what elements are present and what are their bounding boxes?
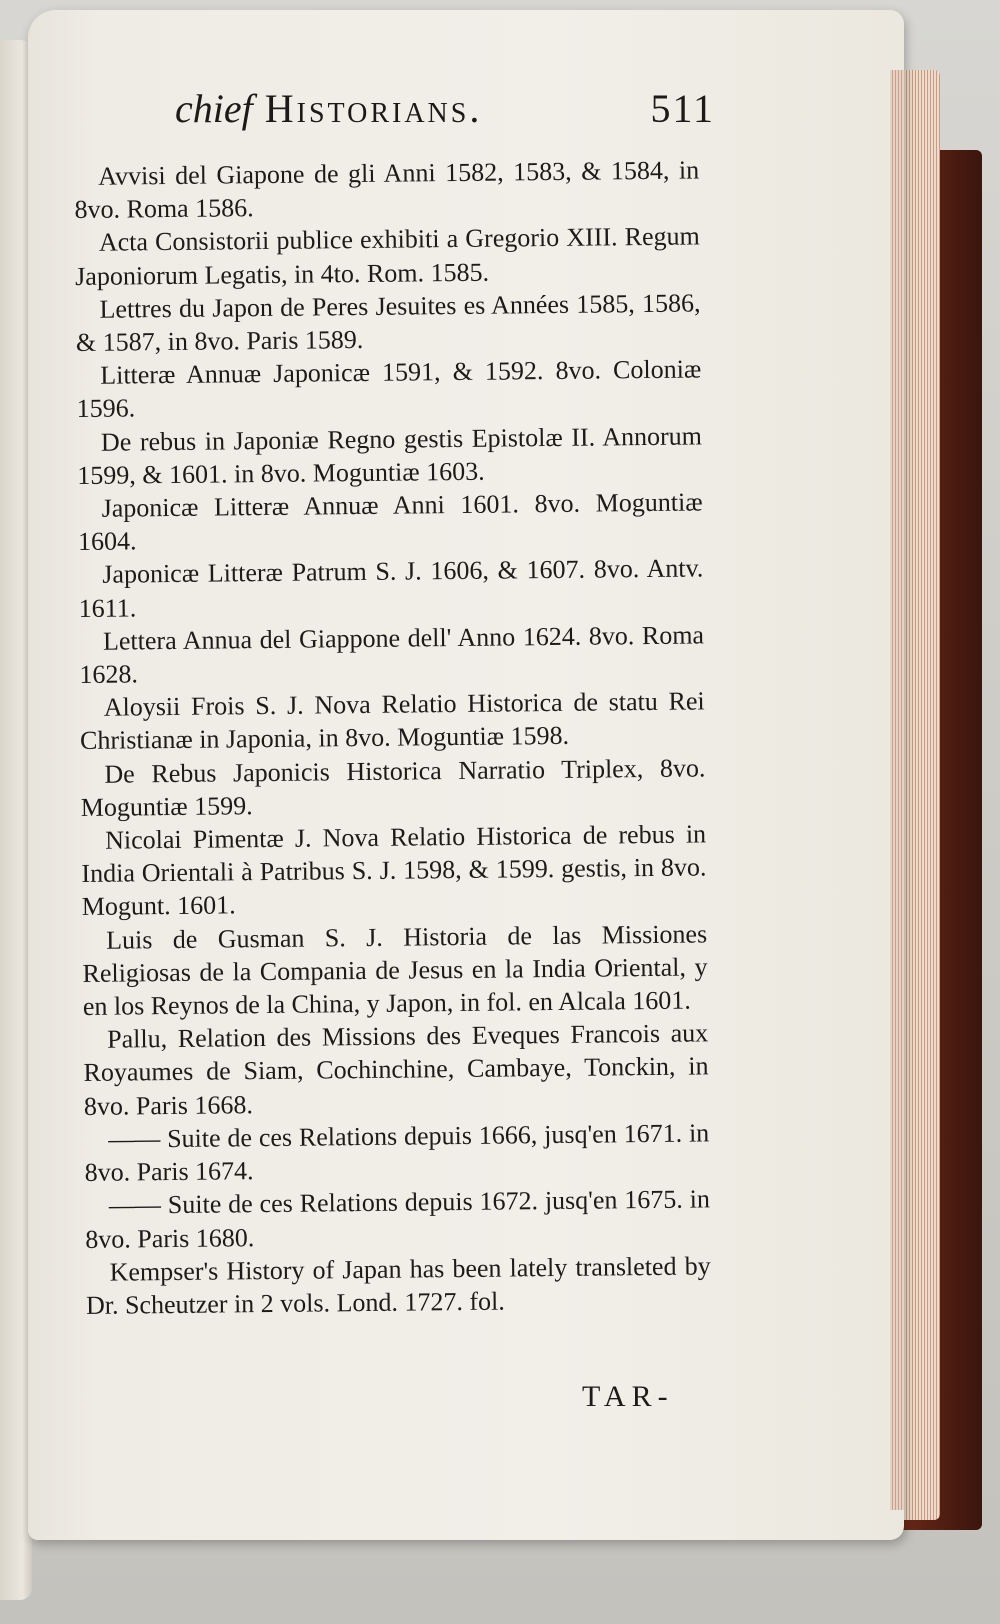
bibliography-entry: De Rebus Japonicis Historica Narratio Triplex, 8vo. Moguntiæ 1599. — [80, 753, 706, 822]
bibliography-entry: Japonicæ Litteræ Annuæ Anni 1601. 8vo. Moguntiæ 1604. — [77, 487, 703, 557]
bibliography-entry: Kempser's History of Japan has been lately transleted by Dr. Scheutzer in 2 vols. Lond. 1727. fol. — [85, 1251, 711, 1320]
running-title: chief — [175, 86, 253, 131]
catchword: TAR- — [582, 1380, 674, 1413]
bibliography-entry: Lettres du Japon de Peres Jesuites es Années 1585, 1586, & 1587, in 8vo. Paris 1589. — [75, 288, 701, 358]
bibliography-entry: Acta Consistorii publice exhibiti a Gregorio XIII. Regum Japoniorum Legatis, in 4to. Rom. 1585. — [75, 221, 700, 291]
bibliography-entry: —— Suite de ces Relations depuis 1672. jusq'en 1675. in 8vo. Paris 1680. — [85, 1184, 711, 1254]
bibliography-entry: Luis de Gusman S. J. Historia de las Missiones Religiosas de la Compania de Jesus en la India Oriental, y en los Reynos de la China, y Japon, in fol. en Alcala 1601. — [82, 919, 708, 1022]
bibliography-entry: Litteræ Annuæ Japonicæ 1591, & 1592. 8vo. Coloniæ 1596. — [76, 354, 702, 424]
bibliography-entry: De rebus in Japoniæ Regno gestis Epistolæ II. Annorum 1599, & 1601. in 8vo. Moguntiæ 1603. — [77, 421, 703, 490]
bibliography-entry: Avvisi del Giapone de gli Anni 1582, 1583, & 1584, in 8vo. Roma 1586. — [74, 155, 700, 225]
running-heading: Historians. — [264, 86, 483, 131]
bibliography-entry: —— Suite de ces Relations depuis 1666, jusq'en 1671. in 8vo. Paris 1674. — [84, 1118, 710, 1188]
bibliography-entry: Lettera Annua del Giappone dell' Anno 1624. 8vo. Roma 1628. — [79, 620, 705, 690]
body-text — [74, 153, 711, 1322]
running-header — [175, 85, 715, 155]
bibliography-entry: Japonicæ Litteræ Patrum S. J. 1606, & 1607. 8vo. Antv. 1611. — [78, 553, 704, 623]
page-fore-edge — [890, 70, 904, 1510]
bibliography-entry: Pallu, Relation des Missions des Eveques Francois aux Royaumes de Siam, Cochinchine, Cambaye, Tonckin, in 8vo. Paris 1668. — [83, 1018, 709, 1121]
bibliography-entry: Aloysii Frois S. J. Nova Relatio Historica de statu Rei Christianæ in Japonia, in 8vo. Moguntiæ 1598. — [79, 686, 705, 756]
bibliography-entry: Nicolai Pimentæ J. Nova Relatio Historica de rebus in India Orientali à Patribus S. J. 1598, & 1599. gestis, in 8vo. Mogunt. 1601. — [81, 819, 707, 922]
page-number: 511 — [650, 86, 715, 131]
